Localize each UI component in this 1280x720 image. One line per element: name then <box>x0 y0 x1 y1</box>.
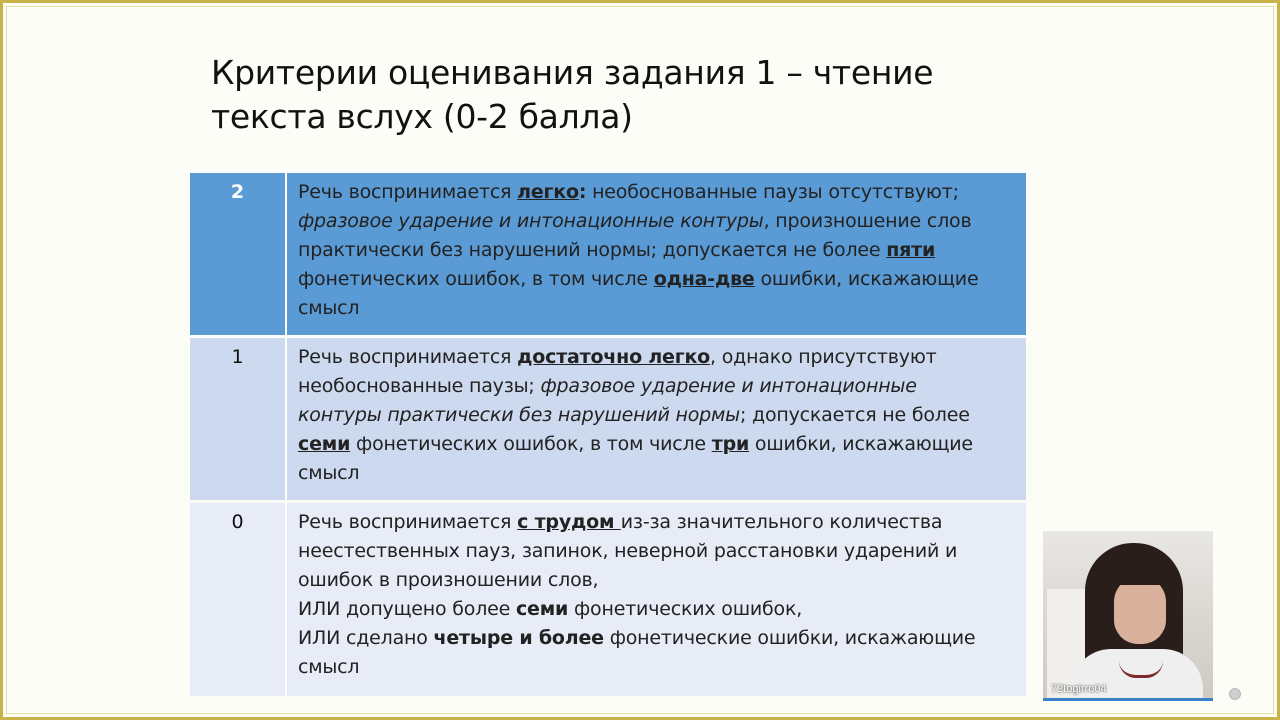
criteria-line: неестественных пауз, запинок, неверной расстановки ударений и <box>298 540 958 562</box>
italic-span: фразовое ударение и интонационные <box>540 375 917 397</box>
criteria-text <box>298 503 1020 682</box>
criteria-line <box>298 178 1020 207</box>
criteria-line <box>298 343 1020 372</box>
criteria-line <box>298 207 1020 236</box>
text-span: необоснованные паузы отсутствуют; <box>586 181 959 203</box>
text-span: ИЛИ допущено более <box>298 598 516 620</box>
participant-bangs <box>1107 557 1175 585</box>
text-span: фонетических ошибок, <box>568 598 803 620</box>
text-span: практически без нарушений нормы; допускается не более <box>298 239 887 261</box>
criteria-line <box>298 372 1020 401</box>
criteria-line: смысл <box>298 656 360 678</box>
slide-title <box>211 51 1011 139</box>
text-span: ; допускается не более <box>739 404 970 426</box>
criteria-line: смысл <box>298 297 360 319</box>
bold-span: четыре и более <box>433 627 604 649</box>
text-span: фонетических ошибок, в том числе <box>298 268 654 290</box>
text-span: Речь воспринимается <box>298 511 518 533</box>
text-span: ИЛИ сделано <box>298 627 434 649</box>
participant-name-label: 72togirro04 <box>1051 683 1107 695</box>
criteria-line <box>298 508 1020 537</box>
text-span: необоснованные паузы; <box>298 375 541 397</box>
emphasis-span: легко <box>517 181 579 203</box>
text-span: из-за значительного количества <box>620 511 943 533</box>
criteria-line: ошибок в произношении слов, <box>298 569 599 591</box>
status-dot-icon <box>1229 688 1241 700</box>
text-span: , однако присутствуют <box>710 346 937 368</box>
criteria-line <box>298 595 1020 624</box>
text-span: : <box>578 181 587 203</box>
video-active-bar <box>1043 698 1213 701</box>
criteria-row-score-2 <box>190 173 1026 335</box>
score-cell: 1 <box>190 338 287 500</box>
criteria-line <box>298 236 1020 265</box>
text-span: ошибки, искажающие <box>749 433 973 455</box>
criteria-text <box>298 338 1020 488</box>
slide-title-line-2: текста вслух (0-2 балла) <box>211 97 633 136</box>
criteria-text <box>298 173 1020 323</box>
text-span: Речь воспринимается <box>298 181 518 203</box>
text-span: Речь воспринимается <box>298 346 518 368</box>
criteria-line: смысл <box>298 462 360 484</box>
text-span: фонетических ошибок, в том числе <box>350 433 712 455</box>
criteria-line <box>298 430 1020 459</box>
criteria-line <box>298 624 1020 653</box>
emphasis-span: с трудом <box>517 511 621 533</box>
webcam-video-tile[interactable] <box>1043 531 1213 701</box>
criteria-line <box>298 265 1020 294</box>
bold-span: семи <box>515 598 569 620</box>
score-cell: 2 <box>190 173 287 335</box>
text-span: ошибки, искажающие <box>754 268 979 290</box>
text-span: фонетические ошибки, искажающие <box>603 627 976 649</box>
emphasis-span: семи <box>298 433 351 455</box>
emphasis-span: достаточно легко <box>517 346 711 368</box>
emphasis-span: одна-две <box>653 268 755 290</box>
criteria-row-score-1 <box>190 338 1026 500</box>
emphasis-span: три <box>711 433 750 455</box>
criteria-row-score-0 <box>190 503 1026 696</box>
score-cell: 0 <box>190 503 287 696</box>
italic-span: фразовое ударение и интонационные контуры <box>298 210 764 232</box>
emphasis-span: пяти <box>886 239 936 261</box>
text-span: , произношение слов <box>763 210 972 232</box>
participant-face <box>1114 576 1166 644</box>
slide-title-line-1: Критерии оценивания задания 1 – чтение <box>211 53 934 92</box>
criteria-line <box>298 401 1020 430</box>
italic-span: контуры практически без нарушений нормы <box>298 404 740 426</box>
